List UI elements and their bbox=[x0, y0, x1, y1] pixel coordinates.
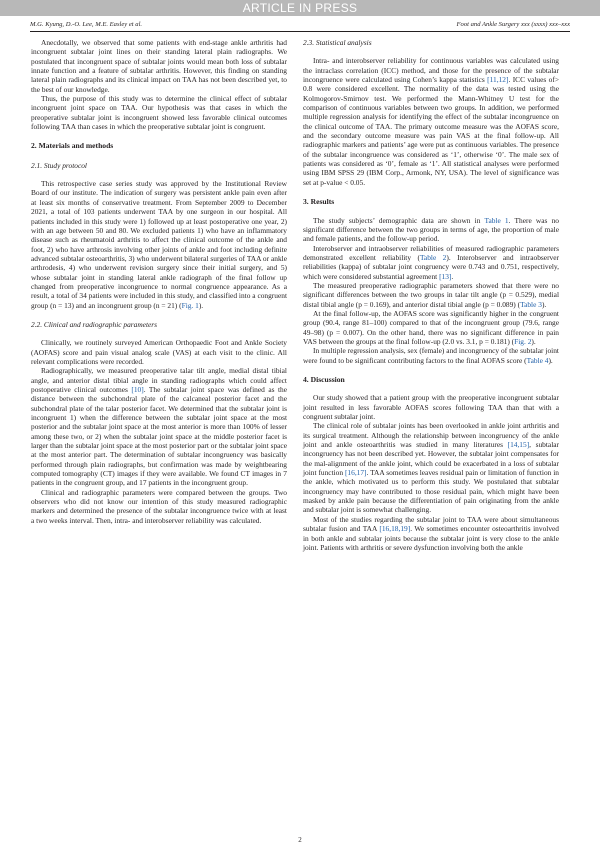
text-span: . ICC values of> 0.8 were considered excellent. The normality of the data was tested using the Kolmogorov-Smirnov test. We performed the Mann-Whitney U test for the comparison of continuous variables between two groups. In addition, we performed multiple regression analysis for identifying the effect of the subtalar incongruence on the clinical outcome of TAA. The primary outcome measure was the AOFAS score, and the secondary outcome measure was pain VAS at the final follow-up. All radiographic markers and patients’ age were put as continuous variables. The presence of the subtalar incongruence was considered as ‘1’, otherwise ‘0’. The male sex of patients was considered as ‘0’, female as ‘1’. All statistical analyses were performed using IBM SPSS 29 (IBM Corp., Armonk, NY, USA). The level of significance was set at p-value < 0.05. bbox=[303, 75, 559, 187]
text-span: . TAA sometimes leaves residual pain or limitation of function in the ankle, which motivated us to perform this study. We postulated that subtalar incongruency may have contributed to those residual pain, which might have been masked by ankle pain because the differentiation of pain originating from the ankle and subtalar joint is somewhat challenging. bbox=[303, 468, 559, 515]
body-paragraph bbox=[303, 281, 559, 309]
body-paragraph bbox=[303, 56, 559, 187]
reference-link[interactable]: [16,18,19] bbox=[379, 524, 411, 534]
body-paragraph: Clinically, we routinely surveyed American Orthopaedic Foot and Ankle Society (AOFAS) score and pain visual analog scale (VAS) at each visit to the clinic. All relevant complications were recorded. bbox=[31, 338, 287, 366]
reference-link[interactable]: [16,17] bbox=[344, 468, 367, 478]
text-span: The measured preoperative radiographic parameters showed that there were no significant differences between the two groups in talar tilt angle (p = 0.529), medial distal tibial angle (p = 0.169), and anterior distal tibial angle (p = 0.089) ( bbox=[303, 280, 559, 309]
table-link[interactable]: Table 2 bbox=[419, 252, 447, 262]
text-span: . We sometimes encounter osteoarthritis involved in both ankle and subtalar joints because the subtalar joint is very close to the ankle joint. Patients with arthritis or severe dysfunction involving both the ankle bbox=[303, 524, 559, 552]
running-header-journal: Foot and Ankle Surgery xxx (xxxx) xxx–xxx bbox=[456, 21, 570, 28]
text-span: Intra- and interobserver reliability for continuous variables was calculated using the intraclass correlation (ICC) method, and those for the presence of the subtalar incongruence were calculated using Cohen’s kappa statistics bbox=[303, 56, 559, 85]
text-span: , subtalar incongruency has not been described yet. However, the subtalar joint compensates for the mal-alignment of the ankle joint, which could be exacerbated in a loss of subtalar joint function bbox=[303, 440, 559, 478]
reference-link[interactable]: [11,12] bbox=[487, 75, 509, 85]
body-paragraph bbox=[303, 244, 559, 281]
intro-paragraph: Anecdotally, we observed that some patients with end-stage ankle arthritis had incongruent subtalar joint lines on their standing lateral plain radiographs. We postulated that incongruent space of subtalar joints would mean both loss of subtalar innate function and a feature of subtalar arthritis. However, this finding on standing lateral plain radiographs and its clinical impact on TAA has not been described yet, to the best of our knowledge. bbox=[31, 38, 287, 94]
body-paragraph bbox=[303, 216, 559, 244]
intro-paragraph: Thus, the purpose of this study was to determine the clinical effect of subtalar incongruent joint space on TAA. Our hypothesis was that cases in which the preoperative subtalar joint is incongruent showed less favorable clinical outcomes following TAA than cases in which the preoperative subtalar joint is congruent. bbox=[31, 94, 287, 132]
body-paragraph bbox=[31, 366, 287, 487]
section-heading: 3. Results bbox=[303, 197, 335, 207]
body-paragraph bbox=[303, 346, 559, 365]
figure-link[interactable]: Fig. 1 bbox=[181, 300, 199, 310]
body-paragraph bbox=[303, 515, 559, 552]
body-paragraph: Our study showed that a patient group with the preoperative incongruent subtalar joint resulted in less favorable AOFAS scores following TAA than that with a congruent subtalar joint. bbox=[303, 393, 559, 422]
text-span: The study subjects’ demographic data are shown in bbox=[313, 215, 485, 225]
page-number: 2 bbox=[298, 836, 302, 844]
text-span: Most of the studies regarding the subtalar joint to TAA were about simultaneous subtalar fusion and TAA bbox=[303, 514, 559, 534]
text-span: In multiple regression analysis, sex (female) and incongruency of the subtalar joint were found to be significant contributing factors to the final AOFAS score ( bbox=[303, 346, 559, 365]
table-link[interactable]: Table 1 bbox=[484, 215, 509, 225]
text-span: ). Interobserver and intraobserver reliabilities (kappa) of subtalar joint congruency were 0.743 and 0.751, respectively, which were considered substantial agreement bbox=[303, 252, 559, 281]
running-header bbox=[30, 21, 570, 28]
section-heading: 4. Discussion bbox=[303, 375, 345, 384]
body-paragraph bbox=[303, 309, 559, 346]
text-span: At the final follow-up, the AOFAS score was significantly higher in the congruent group (90.4, range 81–100) compared to that of the incongruent group (79.6, range 49–98) (p = 0.007). On the other hand, there was no significant difference in pain VAS between the groups at the final follow-up (2.0 vs. 3.1, p = 0.181) ( bbox=[303, 308, 559, 346]
text-span: ). bbox=[531, 336, 536, 346]
reference-link[interactable]: [10] bbox=[131, 385, 144, 394]
text-span: Interobserver and intraobserver reliabilities of measured radiographic parameters demonstrated excellent reliability ( bbox=[303, 243, 559, 262]
section-heading: 2. Materials and methods bbox=[31, 141, 114, 151]
reference-link[interactable]: [13] bbox=[439, 271, 452, 281]
article-in-press-banner: ARTICLE IN PRESS bbox=[0, 0, 600, 16]
figure-link[interactable]: Fig. 2 bbox=[514, 336, 532, 346]
text-span: The clinical role of subtalar joints has been overlooked in ankle joint arthritis and its surgical treatment. Although the relationship between incongruency of the ankle joint and ankle osteoarthritis was studied in many literatures bbox=[303, 421, 559, 450]
body-paragraph: Clinical and radiographic parameters were compared between the groups. Two observers who did not know our intention of this study measured radiographic markers and determined the presence of the subtalar incongruence twice with at least a two weeks interval. Then, intra- and interobserver reliability was calculated. bbox=[31, 487, 287, 525]
text-span: Radiographically, we measured preoperative talar tilt angle, medial distal tibial angle, and anterior distal tibial angle in standing radiographs which could affect postoperative clinical outcomes bbox=[31, 366, 287, 394]
header-rule bbox=[30, 31, 570, 32]
left-column bbox=[31, 38, 287, 525]
text-span: ). bbox=[198, 300, 204, 310]
text-span: ). bbox=[541, 299, 547, 309]
subsection-heading: 2.1. Study protocol bbox=[31, 160, 87, 170]
subsection-heading: 2.3. Statistical analysis bbox=[303, 38, 372, 47]
table-link[interactable]: Table 4 bbox=[526, 355, 549, 365]
body-paragraph bbox=[303, 421, 559, 514]
text-span: This retrospective case series study was approved by the Institutional Review Board of our institute. The indication of surgery was persistent ankle pain even after at least six months of conservative treatment. From September 2009 to December 2021, a total of 103 patients underwent TAA by one surgeon in our hospital. All patients included in this study were 1) followed up at least postoperative one year, 2) with an age between 50 and 80. We excluded patients 1) who have an inflammatory disease such as rheumatoid arthritis to affect the clinical outcome of the ankle and foot, 2) who have arthrosis involving other joints of ankle and foot including definite advanced subtalar osteoarthritis, 3) who underwent bilateral surgeries of TAA or ankle arthrodesis, 4) who underwent revision surgery since their initial surgery, and 5) whose subtalar joint in standing lateral ankle radiograph of the final follow up changed from preoperative incongruence to normal congruence appearance. As a result, a total of 34 patients were included in this study, and classified into a congruent group (n = 13) and an incongruent group (n = 21) ( bbox=[31, 179, 287, 310]
right-column bbox=[303, 38, 559, 552]
text-span: . bbox=[451, 271, 454, 281]
subsection-heading: 2.2. Clinical and radiographic parameters bbox=[31, 319, 158, 329]
running-header-authors: M.G. Kyung, D.-O. Lee, M.E. Easley et al. bbox=[30, 21, 143, 28]
table-link[interactable]: Table 3 bbox=[520, 299, 542, 309]
text-span: . There was no significant difference between the two groups in terms of age, the proportion of male and female patients, and the follow-up period. bbox=[303, 215, 559, 244]
body-paragraph bbox=[31, 179, 287, 310]
text-span: ). bbox=[548, 355, 553, 365]
reference-link[interactable]: [14,15] bbox=[507, 440, 530, 450]
text-span: . The subtalar joint space was defined as the distance between the subchondral plate of the calcaneal posterior facet and the subchondral plate of the talar posterior facet. We determined that the subtalar joint is incongruent 1) when the difference between the subtalar joint space at the most posterior and the subtalar joint space at the most anterior is more than 100% of lesser among these two, or 2) when the subtalar joint space at the middle posterior facet is larger than the subtalar joint space at the most posterior part or the subtalar joint space at the most anterior part. The determination of subtalar incongruency was basically performed through plain radiographs, but confirmation was made by weightbearing computed tomography (CT) images if they were available. We found CT images in 7 patients in the congruent group, and 17 patients in the incongruent group. bbox=[31, 385, 287, 488]
